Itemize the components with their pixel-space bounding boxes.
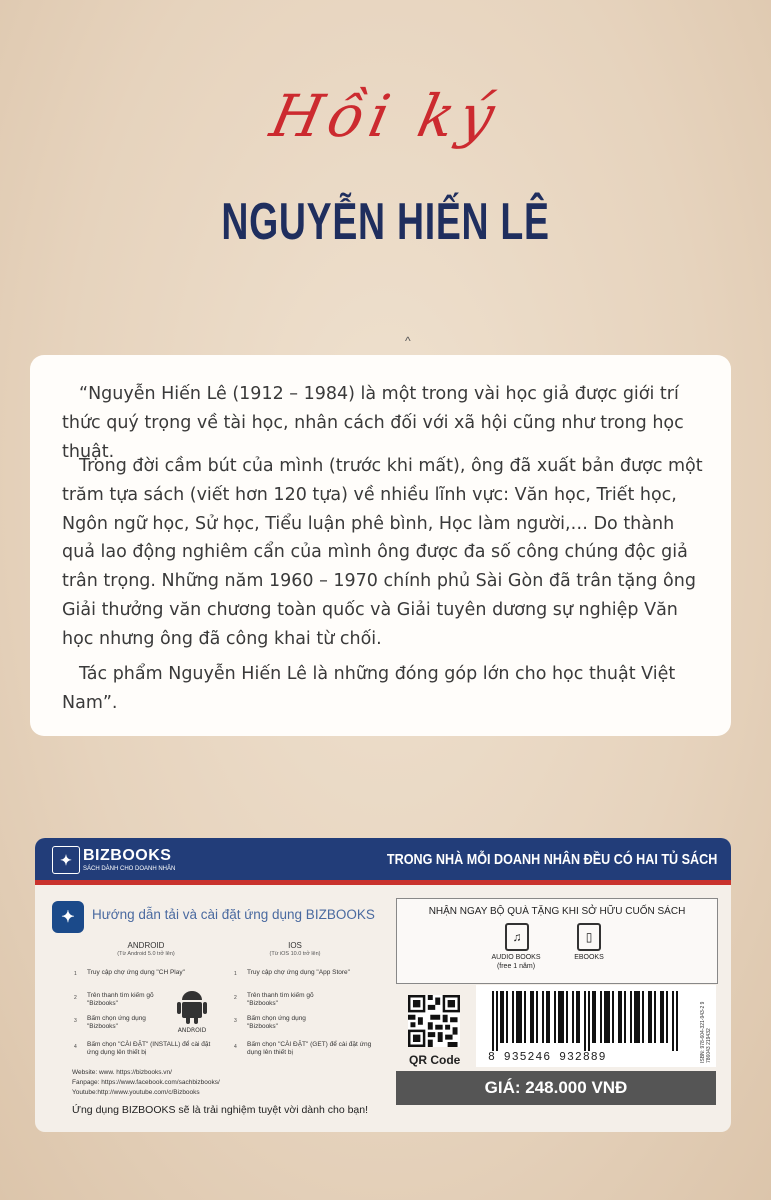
bizbooks-panel — [35, 838, 731, 1132]
svg-text:ANDROID: ANDROID — [177, 1027, 207, 1034]
red-stripe — [35, 880, 731, 885]
android-sub: (Từ Android 5.0 trở lên) — [117, 951, 175, 957]
android-step-2: Trên thanh tìm kiếm gõ "Bizbooks" — [87, 992, 154, 1007]
tagline: Ứng dụng BIZBOOKS sẽ là trải nghiệm tuyệt vời dành cho bạn! — [72, 1104, 369, 1116]
step-num: 1 — [234, 971, 237, 977]
isbn-vertical — [700, 989, 712, 1063]
ebook-icon: ▯ — [577, 923, 601, 951]
bizbooks-header — [35, 838, 731, 880]
ios-title: IOS — [288, 941, 302, 950]
app-icon: ✦ — [52, 901, 84, 933]
android-step-3: Bấm chọn ứng dụng "Bizbooks" — [87, 1015, 146, 1030]
ios-step-3: Bấm chọn ứng dụng "Bizbooks" — [247, 1015, 306, 1030]
audiobook-label: AUDIO BOOKS — [491, 954, 541, 961]
script-title: Hồi ký — [264, 82, 507, 150]
isbn-digits: 9 786043 219432 — [700, 1001, 712, 1063]
quote-card — [30, 355, 731, 736]
step-num: 1 — [74, 971, 77, 977]
ebook-label: EBOOKS — [574, 954, 604, 961]
android-step-4: Bấm chọn "CÀI ĐẶT" (INSTALL) để cài đặt ứng dụng lên thiết bị — [87, 1041, 211, 1056]
bizbooks-slogan: TRONG NHÀ MỖI DOANH NHÂN ĐỀU CÓ HAI TỦ SÁCH — [386, 851, 717, 868]
barcode-area — [476, 985, 716, 1067]
step-num: 4 — [234, 1044, 237, 1050]
gift-box — [396, 898, 718, 984]
barcode-number: 8 935246 932889 — [488, 1051, 607, 1064]
step-num: 2 — [234, 995, 237, 1001]
qr-code-icon — [408, 995, 460, 1047]
main-title: NGUYỄN HIẾN LÊ — [221, 193, 550, 251]
step-num: 4 — [74, 1044, 77, 1050]
step-num: 2 — [74, 995, 77, 1001]
bizbooks-logo-icon: ✦ — [52, 846, 80, 874]
fanpage-link[interactable]: Fanpage: https://www.facebook.com/sachbizbooks/ — [72, 1079, 220, 1086]
android-icon — [175, 988, 209, 1034]
android-title: ANDROID — [127, 941, 165, 950]
qr-label: QR Code — [409, 1053, 461, 1067]
ios-step-1: Truy cập chợ ứng dụng "App Store" — [247, 969, 350, 976]
guide-title: Hướng dẫn tải và cài đặt ứng dụng BIZBOOKS — [92, 907, 375, 922]
youtube-link[interactable]: Youtube:http://www.youtube.com/c/Bizbooks — [72, 1089, 200, 1096]
bizbooks-brand-tag: SÁCH DÀNH CHO DOANH NHÂN — [83, 866, 176, 872]
links-block — [72, 1068, 220, 1098]
gift-title: NHẬN NGAY BỘ QUÀ TẶNG KHI SỞ HỮU CUỐN SÁCH — [428, 906, 686, 917]
isbn-text: ISBN: 978-604-321-943-2 — [700, 1005, 706, 1063]
quote-paragraph-1: “Nguyễn Hiến Lê (1912 – 1984) là một trong vài học giả được giới trí thức quý trọng về tài học, nhân cách đối với xã hội cũng như trong học thuật. — [62, 384, 684, 462]
bizbooks-brand: BIZBOOKS — [83, 847, 172, 864]
ios-sub: (Từ iOS 10.0 trở lên) — [269, 951, 321, 957]
android-step-1: Truy cập chợ ứng dụng "CH Play" — [87, 969, 185, 976]
ios-step-4: Bấm chọn "CÀI ĐẶT" (GET) để cài đặt ứng dụng lên thiết bị — [247, 1041, 372, 1056]
audiobook-sub: (free 1 năm) — [496, 963, 536, 970]
step-num: 3 — [234, 1018, 237, 1024]
barcode-icon — [492, 991, 682, 1051]
quote-paragraph-2: Trong đời cầm bút của mình (trước khi mất), ông đã xuất bản được một trăm tựa sách (viết hơn 120 tựa) về nhiều lĩnh vực: Văn học, Triết học, Ngôn ngữ học, Sử học, Tiểu luận phê bình, Học làm người,… Do thành quả lao động nghiêm cẩn của mình ông được đa số công chúng độc giả trân trọng. Những năm 1960 – 1970 chính phủ Sài Gòn đã trân tặng ông Giải thưởng văn chương toàn quốc và Giải tuyên dương sự nghiệp Văn học nhưng ông đã công khai từ chối. — [62, 456, 703, 649]
quote-paragraph-3: Tác phẩm Nguyễn Hiến Lê là những đóng góp lớn cho học thuật Việt Nam”. — [62, 664, 676, 713]
audiobook-icon: ♫ — [505, 923, 529, 951]
caret-icon: ^ — [405, 334, 411, 348]
step-num: 3 — [74, 1018, 77, 1024]
ios-step-2: Trên thanh tìm kiếm gõ "Bizbooks" — [247, 992, 314, 1007]
price-tag: GIÁ: 248.000 VNĐ — [396, 1071, 716, 1105]
website-link[interactable]: Website: www. https://bizbooks.vn/ — [72, 1069, 172, 1076]
